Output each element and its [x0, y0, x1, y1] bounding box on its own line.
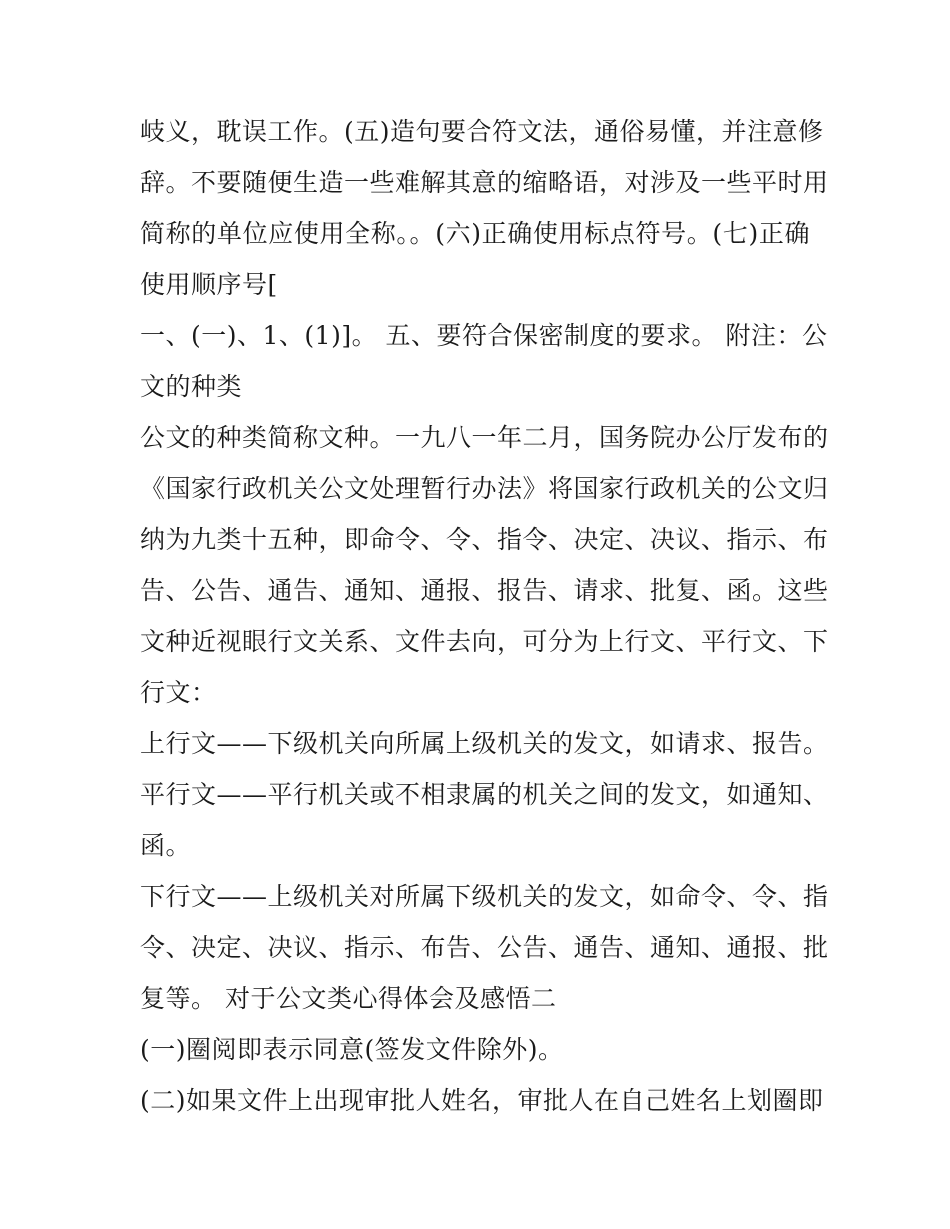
text-line-7: 公文的种类简称文种。一九八一年二月，国务院办公厅发布的	[140, 423, 829, 452]
text-line-18: 复等。 对于公文类心得体会及感悟二	[140, 984, 557, 1013]
text-line-1: 岐义，耽误工作。(五)造句要合符文法，通俗易懂，并注意修	[140, 117, 824, 146]
text-line-6: 文的种类	[140, 372, 243, 401]
text-line-3: 简称的单位应使用全称。。(六)正确使用标点符号。(七)正确	[140, 219, 810, 248]
text-line-9: 纳为九类十五种，即命令、令、指令、决定、决议、指示、布	[140, 525, 829, 554]
text-line-16: 下行文——上级机关对所属下级机关的发文，如命令、令、指	[140, 882, 829, 911]
document-body	[140, 106, 829, 1126]
text-line-8: 《国家行政机关公文处理暂行办法》将国家行政机关的公文归	[140, 474, 829, 503]
text-line-11: 文种近视眼行文关系、文件去向，可分为上行文、平行文、下	[140, 627, 829, 656]
text-line-5: 一、(一)、1、(1)]。 五、要符合保密制度的要求。 附注：公	[140, 321, 828, 350]
text-line-20: (二)如果文件上出现审批人姓名，审批人在自己姓名上划圈即	[140, 1086, 824, 1115]
text-line-13: 上行文——下级机关向所属上级机关的发文，如请求、报告。	[140, 729, 829, 758]
text-line-10: 告、公告、通告、通知、通报、报告、请求、批复、函。这些	[140, 576, 829, 605]
text-line-14: 平行文——平行机关或不相隶属的机关之间的发文，如通知、	[140, 780, 829, 809]
text-line-12: 行文：	[140, 678, 217, 707]
text-line-4: 使用顺序号[	[140, 270, 278, 299]
text-line-15: 函。	[140, 831, 192, 860]
text-line-17: 令、决定、决议、指示、布告、公告、通告、通知、通报、批	[140, 933, 829, 962]
text-line-19: (一)圈阅即表示同意(签发文件除外)。	[140, 1035, 564, 1064]
text-line-2: 辞。不要随便生造一些难解其意的缩略语，对涉及一些平时用	[140, 168, 829, 197]
